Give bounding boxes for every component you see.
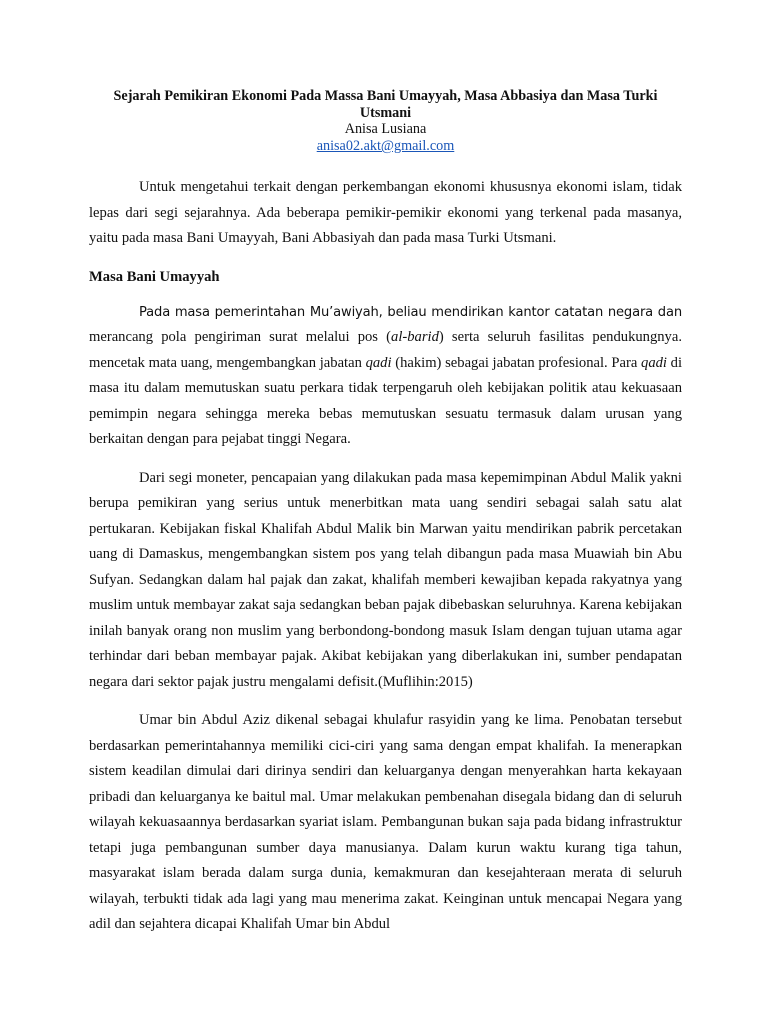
paragraph-text: ) serta seluruh fasilitas pendukungnya. mencetak mata uang, mengembangkan jabatan [89, 329, 682, 371]
paragraph-text: di masa itu dalam memutuskan suatu perkara tidak terpengaruh oleh kebijakan politik atau kekuasaan pemimpin negara sehingga mereka bebas memutuskan sesuatu termasuk dalam urusan yang berkaitan dengan para pejabat tinggi Negara. [89, 354, 683, 447]
paragraph-umar-bin-abdul-aziz: Umar bin Abdul Aziz dikenal sebagai khulafur rasyidin yang ke lima. Penobatan tersebut berdasarkan pemerintahannya memiliki cici-ciri yang sama dengan empat khalifah. Ia menerapkan sistem keadilan dimulai dari dirinya sendiri dan keluarganya dengan menyerahkan harta kekayaan pribadi dan keluarganya ke baitul mal. Umar melakukan pembenahan disegala bidang dan di seluruh wilayah kekuasaannya berdasarkan syariat islam. Pembangunan bukan saja pada bidang infrastruktur tetapi juga pembangunan sumber daya manusianya. Dalam kurun waktu kurang tiga tahun, masyarakat islam berada dalam surga dunia, kemakmuran dan kesejahteraan merata di seluruh wilayah, terbukti tidak ada lagi yang mau menerima zakat. Keinginan untuk mencapai Negara yang adil dan sejahtera dicapai Khalifah Umar bin Abdul [89, 712, 682, 932]
paragraph-text: Pada masa pemerintahan Mu’awiyah, beliau mendirikan kantor catatan negara dan [139, 304, 682, 320]
italic-term: al-barid [391, 329, 439, 345]
document-title: Sejarah Pemikiran Ekonomi Pada Massa Bani Umayyah, Masa Abbasiya dan Masa Turki Utsmani [113, 88, 658, 121]
document-header [89, 88, 682, 155]
italic-term: qadi [365, 354, 392, 371]
paragraph-muawiyah [89, 300, 682, 453]
section-heading: Masa Bani Umayyah [89, 268, 220, 285]
italic-term: qadi [641, 354, 667, 371]
paragraph-text: (hakim) sebagai jabatan profesional. Para [391, 354, 642, 371]
paragraph-text: merancang pola pengiriman surat melalui pos ( [89, 329, 392, 345]
author-name: Anisa Lusiana [344, 121, 427, 137]
paragraph-abdul-malik: Dari segi moneter, pencapaian yang dilakukan pada masa kepemimpinan Abdul Malik yakni berupa pemikiran yang serius untuk menerbitkan mata uang sendiri sebagai salah satu alat pertukaran. Kebijakan fiskal Khalifah Abdul Malik bin Marwan yaitu mendirikan pabrik percetakan uang di Damaskus, mengembangkan sistem pos yang telah dibangun pada masa Muawiah bin Abu Sufyan. Sedangkan dalam hal pajak dan zakat, khalifah memberi kewajiban kepada rakyatnya yang muslim untuk membayar zakat saja sedangkan beban pajak dibebaskan seluruhnya. Karena kebijakan inilah banyak orang non muslim yang berbondong-bondong masuk Islam dengan tujuan utama agar terhindar dari beban membayar pajak. Akibat kebijakan yang diberlakukan ini, sumber pendapatan negara dari sektor pajak justru mengalami defisit.(Muflihin:2015) [89, 469, 682, 690]
intro-paragraph: Untuk mengetahui terkait dengan perkembangan ekonomi khususnya ekonomi islam, tidak lepas dari segi sejarahnya. Ada beberapa pemikir-pemikir ekonomi yang terkenal pada masanya, yaitu pada masa Bani Umayyah, Bani Abbasiyah dan pada masa Turki Utsmani. [89, 179, 682, 246]
author-email-link[interactable]: anisa02.akt@gmail.com [316, 138, 455, 154]
